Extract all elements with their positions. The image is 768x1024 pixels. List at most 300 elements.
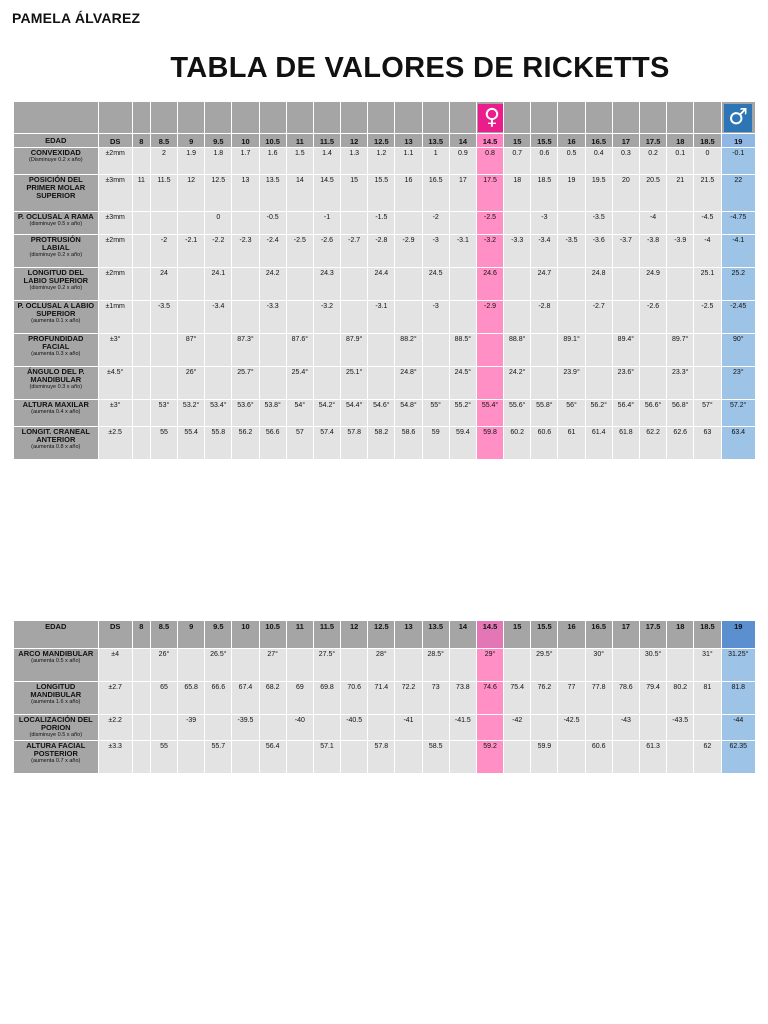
- value-cell: [531, 334, 558, 367]
- value-cell: 19: [558, 175, 585, 212]
- value-cell: 55.8°: [531, 400, 558, 427]
- symbol-cell: [259, 102, 286, 134]
- symbol-row: [14, 102, 756, 134]
- row-sublabel: (aumenta 0.8 x año): [31, 444, 81, 450]
- row-label: ALTURA MAXILAR: [22, 400, 89, 409]
- value-cell: 24.9: [639, 268, 666, 301]
- value-cell: 1.1: [395, 148, 422, 175]
- value-cell: 90°: [721, 334, 756, 367]
- row-label: LONGIT. CRANEAL ANTERIOR: [21, 427, 90, 444]
- value-cell: [259, 715, 286, 741]
- value-cell: 55.6°: [504, 400, 531, 427]
- value-cell: 18.5: [531, 175, 558, 212]
- value-cell: 17.5: [476, 175, 503, 212]
- value-cell: [558, 649, 585, 682]
- value-cell: 21: [667, 175, 694, 212]
- row-label-cell: [14, 367, 99, 400]
- table-row: [14, 235, 756, 268]
- value-cell: -1: [313, 212, 340, 235]
- value-cell: 31°: [694, 649, 721, 682]
- value-cell: 31.25°: [721, 649, 756, 682]
- value-cell: 24.7: [531, 268, 558, 301]
- value-cell: [286, 301, 313, 334]
- value-cell: [395, 268, 422, 301]
- table-row: [14, 682, 756, 715]
- value-cell: 16: [395, 175, 422, 212]
- value-cell: [232, 268, 259, 301]
- symbol-cell: [205, 102, 232, 134]
- value-cell: -4: [639, 212, 666, 235]
- symbol-cell: [612, 102, 639, 134]
- row-sublabel: (disminuye 0.2 x año): [29, 285, 83, 291]
- header-age-cell: 19: [721, 621, 756, 649]
- value-cell: 25.7°: [232, 367, 259, 400]
- value-cell: 57.4: [313, 427, 340, 460]
- header-age-cell: 12.5: [368, 134, 395, 148]
- header-age-cell: 17: [612, 134, 639, 148]
- value-cell: 89.4°: [612, 334, 639, 367]
- male-symbol-icon: ♂: [724, 104, 752, 132]
- value-cell: 0: [694, 148, 721, 175]
- value-cell: 70.6: [341, 682, 368, 715]
- ds-cell: ±2mm: [98, 268, 132, 301]
- value-cell: [132, 741, 150, 774]
- value-cell: [132, 400, 150, 427]
- value-cell: 58.5: [422, 741, 449, 774]
- header-age-cell: 18: [667, 621, 694, 649]
- value-cell: 55: [150, 427, 177, 460]
- value-cell: [232, 301, 259, 334]
- header-age-cell: 14: [449, 621, 476, 649]
- value-cell: [476, 367, 503, 400]
- value-cell: -2.7: [341, 235, 368, 268]
- row-label: LOCALIZACIÓN DEL PORION: [18, 715, 93, 732]
- row-sublabel: (aumenta 1.6 x año): [31, 699, 81, 705]
- symbol-cell: [368, 102, 395, 134]
- value-cell: 53.6°: [232, 400, 259, 427]
- value-cell: 1.7: [232, 148, 259, 175]
- value-cell: 25.1: [694, 268, 721, 301]
- value-cell: 29°: [476, 649, 503, 682]
- value-cell: 66.6: [205, 682, 232, 715]
- row-label-cell: [14, 334, 99, 367]
- value-cell: 87.3°: [232, 334, 259, 367]
- value-cell: [449, 301, 476, 334]
- value-cell: [286, 649, 313, 682]
- symbol-cell: [721, 102, 756, 134]
- header-age-cell: 16: [558, 134, 585, 148]
- value-cell: 56°: [558, 400, 585, 427]
- value-cell: -3.4: [205, 301, 232, 334]
- value-cell: [422, 715, 449, 741]
- value-cell: 71.4: [368, 682, 395, 715]
- header-age-cell: 10.5: [259, 621, 286, 649]
- value-cell: [341, 649, 368, 682]
- row-sublabel: (disminuye 0.5 x año): [29, 732, 83, 738]
- row-label-cell: [14, 301, 99, 334]
- symbol-cell: [232, 102, 259, 134]
- value-cell: 61: [558, 427, 585, 460]
- value-cell: -3.5: [150, 301, 177, 334]
- value-cell: -42.5: [558, 715, 585, 741]
- value-cell: [612, 741, 639, 774]
- ds-cell: ±2mm: [98, 148, 132, 175]
- value-cell: -2.3: [232, 235, 259, 268]
- value-cell: 25.1°: [341, 367, 368, 400]
- value-cell: [449, 741, 476, 774]
- value-cell: 88.5°: [449, 334, 476, 367]
- ds-cell: ±1mm: [98, 301, 132, 334]
- ds-cell: ±3mm: [98, 175, 132, 212]
- value-cell: 0.4: [585, 148, 612, 175]
- table-row: [14, 741, 756, 774]
- value-cell: [132, 427, 150, 460]
- row-sublabel: (aumenta 0.3 x año): [31, 351, 81, 357]
- value-cell: -4.1: [721, 235, 756, 268]
- value-cell: -40.5: [341, 715, 368, 741]
- page-title: TABLA DE VALORES DE RICKETTS: [170, 52, 670, 84]
- value-cell: 77: [558, 682, 585, 715]
- value-cell: 1: [422, 148, 449, 175]
- value-cell: -39.5: [232, 715, 259, 741]
- value-cell: 65: [150, 682, 177, 715]
- value-cell: 80.2: [667, 682, 694, 715]
- table-row: [14, 175, 756, 212]
- value-cell: 26°: [150, 649, 177, 682]
- value-cell: [368, 367, 395, 400]
- value-cell: 23.9°: [558, 367, 585, 400]
- symbol-cell: [150, 102, 177, 134]
- value-cell: 54.6°: [368, 400, 395, 427]
- value-cell: -41.5: [449, 715, 476, 741]
- value-cell: [395, 301, 422, 334]
- value-cell: [558, 212, 585, 235]
- value-cell: [132, 235, 150, 268]
- value-cell: 14.5: [313, 175, 340, 212]
- row-label-cell: [14, 235, 99, 268]
- header-row: [14, 134, 756, 148]
- value-cell: [612, 268, 639, 301]
- row-sublabel: (disminuye 0.5 x año): [29, 221, 83, 227]
- table-row: [14, 212, 756, 235]
- value-cell: 0.1: [667, 148, 694, 175]
- header-age-cell: 16: [558, 621, 585, 649]
- value-cell: -2.6: [639, 301, 666, 334]
- value-cell: -2: [422, 212, 449, 235]
- value-cell: 57.1: [313, 741, 340, 774]
- header-age-cell: 16.5: [585, 134, 612, 148]
- row-label: PROTRUSIÓN LABIAL: [30, 235, 81, 252]
- value-cell: [667, 301, 694, 334]
- value-cell: 1.8: [205, 148, 232, 175]
- value-cell: [504, 268, 531, 301]
- value-cell: 55.4: [178, 427, 205, 460]
- value-cell: [422, 367, 449, 400]
- value-cell: -42: [504, 715, 531, 741]
- value-cell: [585, 715, 612, 741]
- row-sublabel: (Disminuye 0.2 x año): [29, 157, 83, 163]
- value-cell: -43: [612, 715, 639, 741]
- header-age-cell: 15: [504, 134, 531, 148]
- value-cell: -4.5: [694, 212, 721, 235]
- header-age-cell: 11.5: [313, 134, 340, 148]
- value-cell: 0.5: [558, 148, 585, 175]
- symbol-cell: [395, 102, 422, 134]
- value-cell: 11: [132, 175, 150, 212]
- header-age-cell: 18.5: [694, 134, 721, 148]
- value-cell: 16.5: [422, 175, 449, 212]
- ds-cell: ±2.7: [98, 682, 132, 715]
- value-cell: [132, 715, 150, 741]
- header-age-cell: 8.5: [150, 134, 177, 148]
- value-cell: -2.4: [259, 235, 286, 268]
- row-label-cell: [14, 212, 99, 235]
- value-cell: [395, 649, 422, 682]
- value-cell: [639, 367, 666, 400]
- value-cell: -2.5: [286, 235, 313, 268]
- female-symbol-icon: ♀: [478, 104, 504, 132]
- value-cell: [232, 212, 259, 235]
- row-sublabel: (aumenta 0.4 x año): [31, 409, 81, 415]
- value-cell: 57.8: [368, 741, 395, 774]
- value-cell: -3: [422, 301, 449, 334]
- value-cell: 24.3: [313, 268, 340, 301]
- value-cell: [694, 715, 721, 741]
- value-cell: 59.4: [449, 427, 476, 460]
- value-cell: [132, 682, 150, 715]
- value-cell: -3.2: [313, 301, 340, 334]
- header-age-cell: 17: [612, 621, 639, 649]
- value-cell: -3.9: [667, 235, 694, 268]
- value-cell: 69.8: [313, 682, 340, 715]
- value-cell: 24.1: [205, 268, 232, 301]
- header-age-cell: 13.5: [422, 621, 449, 649]
- value-cell: -2.9: [476, 301, 503, 334]
- value-cell: 78.6: [612, 682, 639, 715]
- value-cell: 68.2: [259, 682, 286, 715]
- header-age-cell: 11.5: [313, 621, 340, 649]
- value-cell: [612, 212, 639, 235]
- value-cell: -3.1: [449, 235, 476, 268]
- value-cell: [132, 148, 150, 175]
- value-cell: -43.5: [667, 715, 694, 741]
- value-cell: 54.2°: [313, 400, 340, 427]
- table-row: [14, 148, 756, 175]
- value-cell: 59.2: [476, 741, 503, 774]
- value-cell: -2.9: [395, 235, 422, 268]
- header-age-cell: 8: [132, 134, 150, 148]
- symbol-cell: [286, 102, 313, 134]
- value-cell: 53.8°: [259, 400, 286, 427]
- value-cell: [449, 649, 476, 682]
- ds-cell: ±2mm: [98, 235, 132, 268]
- value-cell: 56.6: [259, 427, 286, 460]
- table-row: [14, 649, 756, 682]
- symbol-cell: [178, 102, 205, 134]
- value-cell: -0.1: [721, 148, 756, 175]
- value-cell: 73.8: [449, 682, 476, 715]
- header-age-cell: 10: [232, 134, 259, 148]
- value-cell: 55: [150, 741, 177, 774]
- value-cell: 1.4: [313, 148, 340, 175]
- value-cell: [150, 367, 177, 400]
- header-age-cell: 15.5: [531, 134, 558, 148]
- value-cell: [150, 212, 177, 235]
- symbol-cell: [14, 102, 99, 134]
- value-cell: [341, 268, 368, 301]
- value-cell: 89.7°: [667, 334, 694, 367]
- value-cell: 54.4°: [341, 400, 368, 427]
- value-cell: 29.5°: [531, 649, 558, 682]
- value-cell: [178, 301, 205, 334]
- header-age-cell: 13: [395, 134, 422, 148]
- value-cell: [612, 301, 639, 334]
- value-cell: 30°: [585, 649, 612, 682]
- value-cell: 22: [721, 175, 756, 212]
- value-cell: 55.4°: [476, 400, 503, 427]
- value-cell: [531, 715, 558, 741]
- value-cell: 24.8°: [395, 367, 422, 400]
- value-cell: 23.6°: [612, 367, 639, 400]
- ds-cell: ±4: [98, 649, 132, 682]
- row-label-cell: [14, 741, 99, 774]
- value-cell: 58.6: [395, 427, 422, 460]
- value-cell: -4.75: [721, 212, 756, 235]
- value-cell: 20.5: [639, 175, 666, 212]
- value-cell: [150, 334, 177, 367]
- value-cell: 56.4°: [612, 400, 639, 427]
- value-cell: [178, 212, 205, 235]
- value-cell: 76.2: [531, 682, 558, 715]
- value-cell: -3.2: [476, 235, 503, 268]
- value-cell: 56.8°: [667, 400, 694, 427]
- header-age-cell: 12: [341, 134, 368, 148]
- value-cell: 24.5°: [449, 367, 476, 400]
- value-cell: 15: [341, 175, 368, 212]
- value-cell: 24.5: [422, 268, 449, 301]
- value-cell: 75.4: [504, 682, 531, 715]
- table-row: [14, 400, 756, 427]
- ds-cell: ±4.5°: [98, 367, 132, 400]
- header-age-cell: 11: [286, 621, 313, 649]
- value-cell: 11.5: [150, 175, 177, 212]
- value-cell: [132, 334, 150, 367]
- value-cell: 24: [150, 268, 177, 301]
- value-cell: 1.2: [368, 148, 395, 175]
- value-cell: [286, 741, 313, 774]
- symbol-cell: [694, 102, 721, 134]
- header-age-cell: 9: [178, 621, 205, 649]
- header-row: [14, 621, 756, 649]
- value-cell: -2.7: [585, 301, 612, 334]
- value-cell: 55.2°: [449, 400, 476, 427]
- value-cell: -2.8: [531, 301, 558, 334]
- value-cell: 23°: [721, 367, 756, 400]
- value-cell: [313, 715, 340, 741]
- value-cell: -2.5: [476, 212, 503, 235]
- value-cell: 0: [205, 212, 232, 235]
- value-cell: 61.8: [612, 427, 639, 460]
- value-cell: [585, 334, 612, 367]
- symbol-cell: [585, 102, 612, 134]
- value-cell: 0.9: [449, 148, 476, 175]
- row-label-cell: [14, 649, 99, 682]
- value-cell: [178, 649, 205, 682]
- value-cell: [286, 212, 313, 235]
- value-cell: 56.4: [259, 741, 286, 774]
- value-cell: 13: [232, 175, 259, 212]
- value-cell: 53.4°: [205, 400, 232, 427]
- value-cell: 60.6: [585, 741, 612, 774]
- value-cell: -41: [395, 715, 422, 741]
- value-cell: 56.2: [232, 427, 259, 460]
- value-cell: -2.8: [368, 235, 395, 268]
- value-cell: 88.8°: [504, 334, 531, 367]
- ds-cell: ±3°: [98, 400, 132, 427]
- value-cell: 55°: [422, 400, 449, 427]
- value-cell: -2.5: [694, 301, 721, 334]
- header-age-cell: 19: [721, 134, 756, 148]
- value-cell: 24.6: [476, 268, 503, 301]
- row-label-cell: [14, 400, 99, 427]
- value-cell: 60.2: [504, 427, 531, 460]
- value-cell: 28°: [368, 649, 395, 682]
- value-cell: 57.2°: [721, 400, 756, 427]
- value-cell: [694, 334, 721, 367]
- value-cell: 87°: [178, 334, 205, 367]
- value-cell: [639, 334, 666, 367]
- ricketts-table-1: [13, 101, 756, 460]
- value-cell: -3.6: [585, 235, 612, 268]
- value-cell: -2: [150, 235, 177, 268]
- header-age-cell: 14.5: [476, 134, 503, 148]
- ds-cell: ±3°: [98, 334, 132, 367]
- value-cell: [449, 268, 476, 301]
- value-cell: [178, 741, 205, 774]
- header-age-cell: 13.5: [422, 134, 449, 148]
- value-cell: [558, 301, 585, 334]
- value-cell: 1.9: [178, 148, 205, 175]
- value-cell: [205, 715, 232, 741]
- value-cell: 0.6: [531, 148, 558, 175]
- author-name: PAMELA ÁLVAREZ: [12, 10, 141, 26]
- header-age-cell: 11: [286, 134, 313, 148]
- header-age-cell: DS: [98, 134, 132, 148]
- row-sublabel: (disminuye 0.2 x año): [29, 252, 83, 258]
- symbol-cell: [504, 102, 531, 134]
- value-cell: -40: [286, 715, 313, 741]
- value-cell: [694, 367, 721, 400]
- row-label: ÁNGULO DEL P. MANDIBULAR: [26, 367, 85, 384]
- value-cell: [368, 334, 395, 367]
- value-cell: -39: [178, 715, 205, 741]
- value-cell: -3.3: [504, 235, 531, 268]
- value-cell: -44: [721, 715, 756, 741]
- value-cell: 54°: [286, 400, 313, 427]
- value-cell: -3.7: [612, 235, 639, 268]
- value-cell: 14: [286, 175, 313, 212]
- value-cell: [585, 367, 612, 400]
- value-cell: -3: [422, 235, 449, 268]
- value-cell: 0.8: [476, 148, 503, 175]
- row-label: P. OCLUSAL A LABIO SUPERIOR: [17, 301, 95, 318]
- value-cell: 63: [694, 427, 721, 460]
- value-cell: 18: [504, 175, 531, 212]
- value-cell: -3.4: [531, 235, 558, 268]
- value-cell: [205, 334, 232, 367]
- value-cell: [504, 212, 531, 235]
- value-cell: 15.5: [368, 175, 395, 212]
